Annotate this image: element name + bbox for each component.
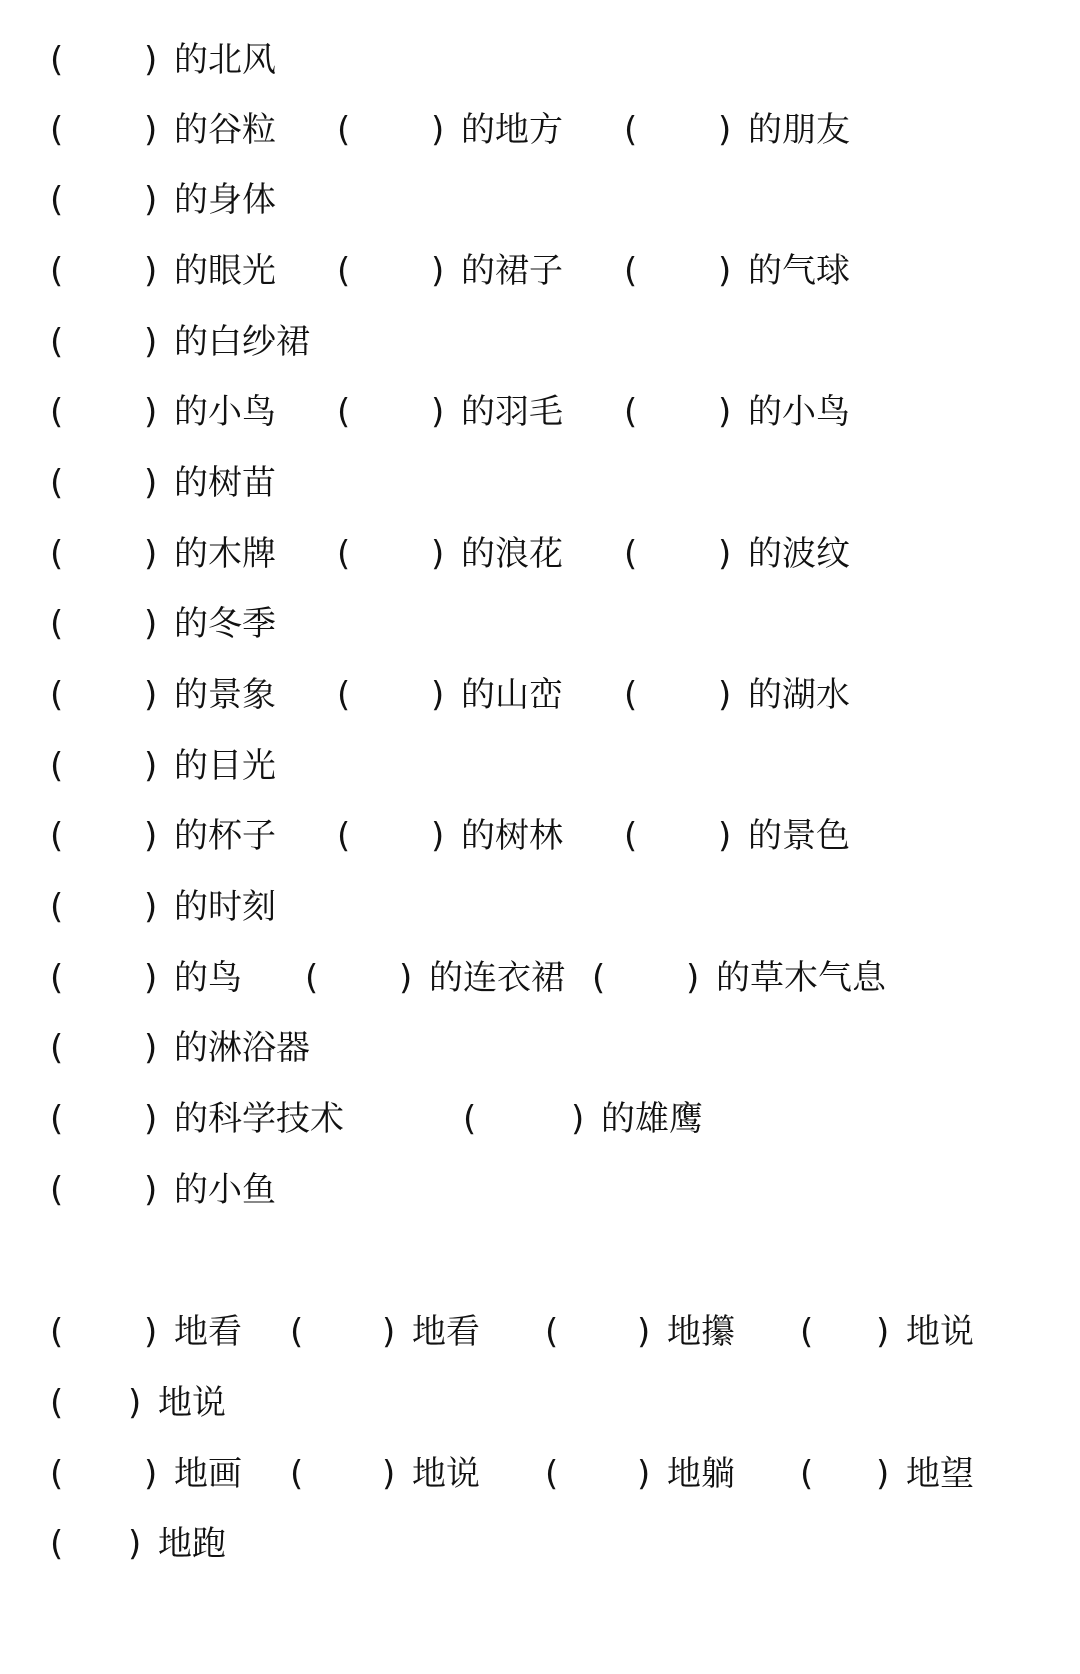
open-paren: ( [50,675,64,715]
phrase-text: 的连衣裙 [429,958,565,998]
close-paren: ) [144,746,158,786]
open-paren: ( [50,40,64,80]
close-paren: ) [876,1312,890,1352]
phrase-text: 的眼光 [174,251,276,291]
close-paren: ) [144,463,158,503]
phrase-text: 的冬季 [174,604,276,644]
open-paren: ( [624,675,638,715]
open-paren: ( [624,110,638,150]
close-paren: ) [144,322,158,362]
phrase-text: 的木牌 [174,534,276,574]
close-paren: ) [144,534,158,574]
close-paren: ) [876,1454,890,1494]
phrase-text: 的目光 [174,746,276,786]
phrase-text: 的湖水 [748,675,850,715]
open-paren: ( [337,534,351,574]
close-paren: ) [718,675,732,715]
open-paren: ( [50,958,64,998]
phrase-text: 的谷粒 [174,110,276,150]
close-paren: ) [144,675,158,715]
exercise-row [0,170,1080,230]
phrase-text: 的景色 [748,816,850,856]
phrase-text: 地看 [412,1312,480,1352]
close-paren: ) [637,1454,651,1494]
open-paren: ( [337,675,351,715]
close-paren: ) [144,887,158,927]
close-paren: ) [718,816,732,856]
exercise-row [0,665,1080,725]
close-paren: ) [431,816,445,856]
close-paren: ) [144,1170,158,1210]
open-paren: ( [337,251,351,291]
close-paren: ) [144,1312,158,1352]
open-paren: ( [337,816,351,856]
exercise-row [0,1089,1080,1149]
phrase-text: 的草木气息 [716,958,886,998]
exercise-row [0,1514,1080,1574]
open-paren: ( [50,1099,64,1139]
close-paren: ) [144,1454,158,1494]
close-paren: ) [431,110,445,150]
phrase-text: 地看 [174,1312,242,1352]
close-paren: ) [144,40,158,80]
close-paren: ) [571,1099,585,1139]
close-paren: ) [144,604,158,644]
phrase-text: 的科学技术 [174,1099,344,1139]
close-paren: ) [382,1312,396,1352]
exercise-row [0,241,1080,301]
close-paren: ) [718,392,732,432]
open-paren: ( [50,251,64,291]
phrase-text: 的浪花 [461,534,563,574]
close-paren: ) [431,675,445,715]
exercise-row [0,524,1080,584]
open-paren: ( [337,392,351,432]
phrase-text: 的小鸟 [174,392,276,432]
phrase-text: 的地方 [461,110,563,150]
phrase-text: 地说 [906,1312,974,1352]
open-paren: ( [592,958,606,998]
phrase-text: 地说 [412,1454,480,1494]
close-paren: ) [431,534,445,574]
open-paren: ( [800,1312,814,1352]
exercise-row [0,806,1080,866]
open-paren: ( [463,1099,477,1139]
exercise-row [0,1160,1080,1220]
open-paren: ( [50,1454,64,1494]
close-paren: ) [144,958,158,998]
open-paren: ( [50,887,64,927]
close-paren: ) [144,1028,158,1068]
open-paren: ( [50,534,64,574]
phrase-text: 的小鱼 [174,1170,276,1210]
open-paren: ( [305,958,319,998]
phrase-text: 的淋浴器 [174,1028,310,1068]
close-paren: ) [144,1099,158,1139]
phrase-text: 地画 [174,1454,242,1494]
phrase-text: 的树苗 [174,463,276,503]
phrase-text: 的羽毛 [461,392,563,432]
phrase-text: 的鸟 [174,958,242,998]
open-paren: ( [290,1312,304,1352]
close-paren: ) [718,251,732,291]
phrase-text: 地躺 [667,1454,735,1494]
phrase-text: 的朋友 [748,110,850,150]
open-paren: ( [50,1312,64,1352]
close-paren: ) [399,958,413,998]
open-paren: ( [545,1454,559,1494]
open-paren: ( [50,1170,64,1210]
open-paren: ( [337,110,351,150]
close-paren: ) [431,251,445,291]
phrase-text: 的山峦 [461,675,563,715]
close-paren: ) [144,251,158,291]
exercise-row [0,1444,1080,1504]
phrase-text: 的白纱裙 [174,322,310,362]
exercise-row [0,1373,1080,1433]
phrase-text: 地望 [906,1454,974,1494]
close-paren: ) [144,392,158,432]
exercise-row [0,1302,1080,1362]
phrase-text: 地说 [158,1383,226,1423]
open-paren: ( [624,251,638,291]
open-paren: ( [50,392,64,432]
open-paren: ( [50,1028,64,1068]
open-paren: ( [624,392,638,432]
close-paren: ) [382,1454,396,1494]
open-paren: ( [50,1383,64,1423]
open-paren: ( [50,1524,64,1564]
phrase-text: 的杯子 [174,816,276,856]
close-paren: ) [128,1383,142,1423]
phrase-text: 的波纹 [748,534,850,574]
phrase-text: 的时刻 [174,887,276,927]
phrase-text: 的裙子 [461,251,563,291]
close-paren: ) [686,958,700,998]
phrase-text: 的雄鹰 [601,1099,703,1139]
phrase-text: 的身体 [174,180,276,220]
open-paren: ( [545,1312,559,1352]
exercise-row [0,382,1080,442]
exercise-row [0,877,1080,937]
open-paren: ( [50,110,64,150]
phrase-text: 的景象 [174,675,276,715]
close-paren: ) [144,816,158,856]
exercise-row [0,948,1080,1008]
close-paren: ) [144,110,158,150]
open-paren: ( [50,816,64,856]
open-paren: ( [800,1454,814,1494]
open-paren: ( [624,816,638,856]
exercise-row [0,30,1080,90]
phrase-text: 的树林 [461,816,563,856]
close-paren: ) [718,534,732,574]
phrase-text: 的小鸟 [748,392,850,432]
open-paren: ( [624,534,638,574]
phrase-text: 的气球 [748,251,850,291]
exercise-row [0,1018,1080,1078]
open-paren: ( [50,180,64,220]
close-paren: ) [637,1312,651,1352]
close-paren: ) [144,180,158,220]
open-paren: ( [50,746,64,786]
phrase-text: 的北风 [174,40,276,80]
exercise-row [0,312,1080,372]
exercise-row [0,594,1080,654]
exercise-row [0,453,1080,513]
close-paren: ) [128,1524,142,1564]
open-paren: ( [290,1454,304,1494]
phrase-text: 地攥 [667,1312,735,1352]
exercise-row [0,736,1080,796]
open-paren: ( [50,604,64,644]
close-paren: ) [431,392,445,432]
close-paren: ) [718,110,732,150]
exercise-row [0,100,1080,160]
open-paren: ( [50,322,64,362]
open-paren: ( [50,463,64,503]
phrase-text: 地跑 [158,1524,226,1564]
